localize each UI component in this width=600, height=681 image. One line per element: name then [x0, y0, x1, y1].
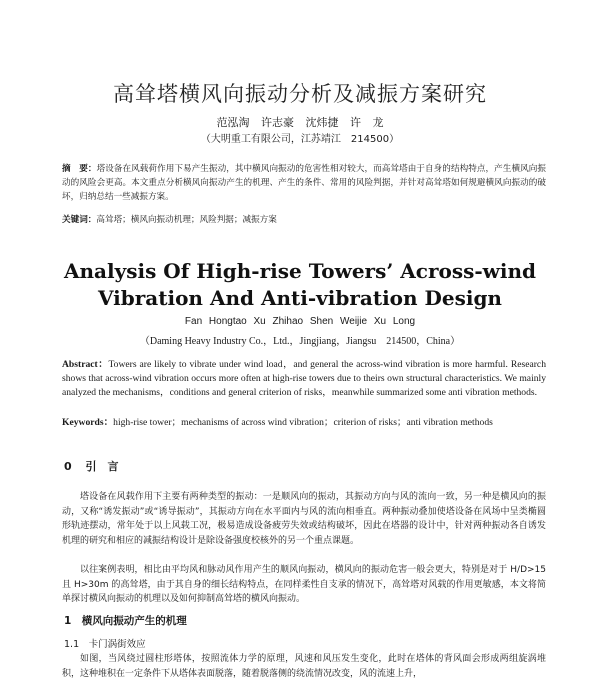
section-0-heading [64, 458, 119, 474]
english-affiliation: （Daming Heavy Industry Co.，Ltd.，Jingjiang，Jiangsu 214500，China） [139, 336, 461, 347]
section-0-number: 0 [64, 460, 72, 473]
english-abstract [62, 358, 546, 400]
english-title-line2: Vibration And Anti-vibration Design [98, 286, 502, 310]
english-abstract-text: Towers are likely to vibrate under wind load，and general the across-wind vibration is more harmful. Research shows that across-wind vibration occurs more often at high-rise towers due to theirs own structural characteristics. We mainly analyzed the mechanisms，conditions and general criterion of risks，meanwhile summarized some anti vibration methods. [62, 359, 546, 398]
english-title [0, 258, 600, 312]
chinese-affiliation: （大明重工有限公司，江苏靖江 214500） [200, 134, 400, 145]
english-title-line1: Analysis Of High-rise Towers’ Across-wind [63, 259, 537, 283]
english-keywords-text: high-rise tower；mechanisms of across wind vibration；criterion of risks；anti vibration methods [113, 417, 493, 428]
section-1-paragraph-1-text: 如图，当风绕过圆柱形塔体，按照流体力学的原理，风速和风压发生变化，此时在塔体的背风面会形成两组旋涡堆积，这种堆积在一定条件下从塔体表面脱落，随着脱落侧的绕流情况改变，风的流速上升， [62, 654, 546, 679]
english-keywords-label: Keywords： [62, 417, 114, 428]
chinese-keywords-text: 高耸塔；横风向振动机理；风险判据；减振方案 [96, 215, 277, 225]
intro-paragraph-2-text: 以往案例表明，相比由平均风和脉动风作用产生的顺风向振动，横风向的振动危害一般会更大，特别是对于 H/D>15 且 H>30m 的高耸塔，由于其自身的细长结构特点，在同样柔性自支承的情况下，高耸塔对风载的作用更敏感，本文将简单探讨横风向振动的机理以及如何抑制高耸塔的横风向振动。 [62, 565, 546, 604]
chinese-abstract [62, 162, 546, 204]
section-1-heading: 1 横风向振动产生的机理 [64, 615, 187, 627]
chinese-title: 高耸塔横风向振动分析及减振方案研究 [113, 82, 487, 106]
intro-paragraph-1 [62, 490, 546, 548]
section-0-title: 引 言 [85, 460, 119, 473]
english-keywords [62, 416, 546, 430]
english-authors: Fan Hongtao Xu Zhihao Shen Weijie Xu Long [184, 316, 416, 327]
chinese-keywords-label: 关键词： [62, 215, 97, 225]
english-abstract-label: Abstract： [62, 359, 109, 370]
intro-paragraph-1-text: 塔设备在风载作用下主要有两种类型的振动：一是顺风向的振动，其振动方向与风的流向一致，另一种是横风向的振动，又称“诱发振动”或“诱导振动”，其振动方向在水平面内与风的流向相垂直。两种振动叠加使塔设备在风场中呈类椭圆形轨迹摆动，常年处于以上风载工况，极易造成设备疲劳失效或结构破坏，因此在塔器的设计中，针对两种振动各自诱发机理的研究和相应的减振结构设计是除设备强度校核外的另一个重点课题。 [62, 492, 546, 546]
subsection-1-1-heading: 1.1 卡门涡街效应 [64, 639, 146, 650]
intro-paragraph-2 [62, 563, 546, 607]
chinese-abstract-text: 塔设备在风载荷作用下易产生振动，其中横风向振动的危害性相对较大，而高耸塔由于自身的结构特点，产生横风向振动的风险会更高。本文重点分析横风向振动产生的机理、产生的条件、常用的风险判据，并针对高耸塔如何规避横风向振动的破坏，归纳总结一些减振方案。 [62, 164, 546, 202]
chinese-authors: 范泓淘 许志豪 沈炜捷 许 龙 [216, 116, 384, 129]
chinese-keywords [62, 213, 546, 227]
chinese-abstract-label: 摘 要： [62, 164, 97, 174]
section-1-paragraph-1 [62, 652, 546, 681]
